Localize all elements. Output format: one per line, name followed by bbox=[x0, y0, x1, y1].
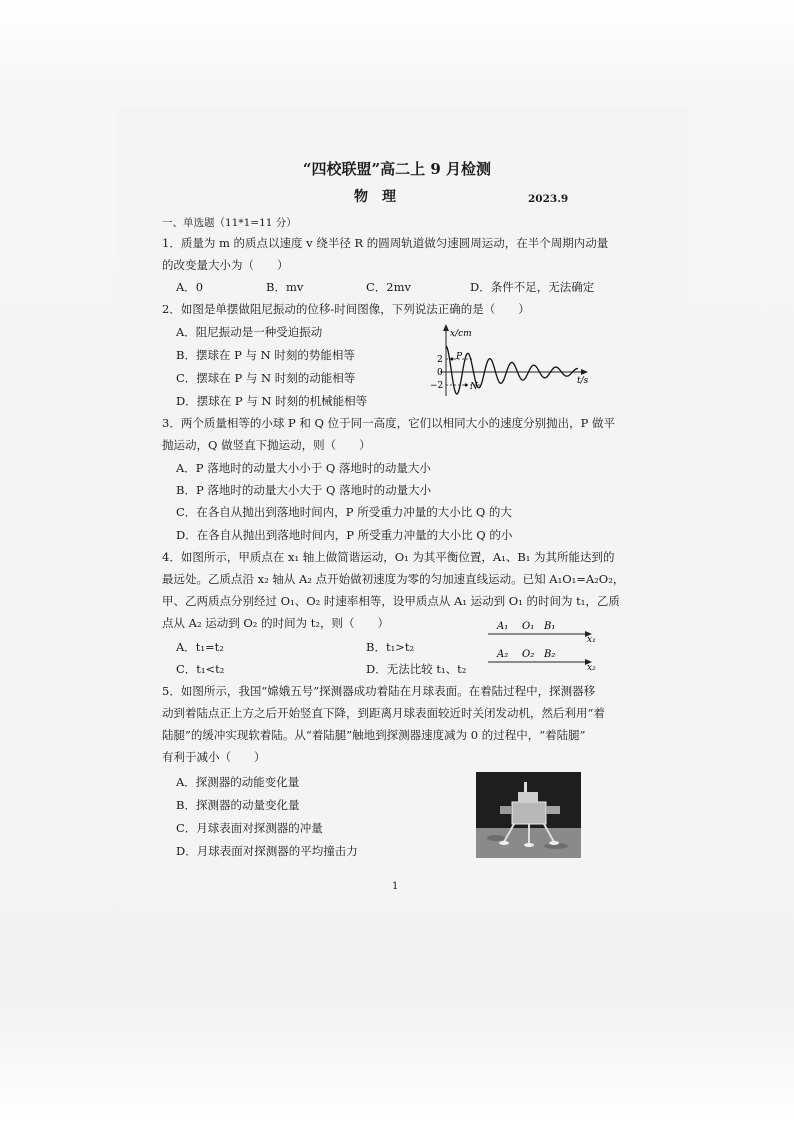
graph-tick-neg: −2 bbox=[430, 381, 444, 391]
question-4-option-b: B．t₁>t₂ bbox=[366, 640, 415, 654]
axis1-label-x: x₁ bbox=[587, 635, 596, 645]
question-5-line-1: 5．如图所示，我国“嫦娥五号”探测器成功着陆在月球表面。在着陆过程中，探测器移 bbox=[162, 684, 596, 698]
question-2-option-d: D．摆球在 P 与 N 时刻的机械能相等 bbox=[176, 394, 368, 408]
question-4-option-c: C．t₁<t₂ bbox=[176, 662, 225, 676]
question-3-line-1: 3．两个质量相等的小球 P 和 Q 位于同一高度，它们以相同大小的速度分别抛出，P 做平 bbox=[162, 416, 615, 430]
graph-label-p: P bbox=[456, 352, 463, 362]
question-3-option-c: C．在各自从抛出到落地时间内，P 所受重力冲量的大小比 Q 的大 bbox=[176, 505, 512, 519]
question-2-option-a: A．阻尼振动是一种受迫振动 bbox=[176, 325, 323, 339]
point-p bbox=[451, 358, 454, 361]
graph-label-n: N bbox=[470, 382, 478, 392]
axis2-label-o: O₂ bbox=[522, 649, 535, 660]
question-3-option-d: D．在各自从抛出到落地时间内，P 所受重力冲量的大小比 Q 的小 bbox=[176, 528, 513, 542]
question-5-line-3: 陆腿”的缓冲实现软着陆。从“着陆腿”触地到探测器速度减为 0 的过程中，“着陆腿” bbox=[162, 728, 586, 742]
question-5-option-d: D．月球表面对探测器的平均撞击力 bbox=[176, 844, 358, 858]
question-3-option-b: B．P 落地时的动量大小大于 Q 落地时的动量大小 bbox=[176, 483, 432, 497]
graph-xlabel: t/s bbox=[577, 376, 589, 386]
question-3-line-2: 抛运动，Q 做竖直下抛运动，则（ ） bbox=[162, 438, 371, 452]
axis1-label-a: A₁ bbox=[497, 621, 509, 632]
question-1-option-a: A．0 bbox=[176, 280, 204, 294]
graph-y-arrow bbox=[443, 324, 449, 331]
exam-title: “四校联盟”高二上 9 月检测 bbox=[302, 160, 492, 178]
lander-illustration bbox=[476, 772, 581, 858]
motion-axes-diagram bbox=[484, 616, 600, 672]
question-1-option-d: D．条件不足，无法确定 bbox=[470, 280, 595, 294]
axis2-label-a: A₂ bbox=[497, 649, 509, 660]
question-5-option-c: C．月球表面对探测器的冲量 bbox=[176, 821, 323, 835]
graph-t-arrow bbox=[581, 369, 588, 375]
question-4-option-d: D．无法比较 t₁、t₂ bbox=[366, 662, 467, 676]
damped-curve bbox=[446, 346, 578, 394]
question-4-line-3: 甲、乙两质点分别经过 O₁、O₂ 时速率相等，设甲质点从 A₁ 运动到 O₁ 的时间为 t₁，乙质 bbox=[162, 594, 620, 608]
subject-title: 物 理 bbox=[354, 189, 396, 205]
question-3-option-a: A．P 落地时的动量大小小于 Q 落地时的动量大小 bbox=[176, 461, 431, 475]
exam-date: 2023.9 bbox=[528, 193, 569, 205]
question-5-line-2: 动到着陆点正上方之后开始竖直下降，到距离月球表面较近时关闭发动机，然后利用“着 bbox=[162, 706, 605, 720]
question-2-option-b: B．摆球在 P 与 N 时刻的势能相等 bbox=[176, 348, 355, 362]
damped-oscillation-graph bbox=[426, 322, 602, 398]
question-4-option-a: A．t₁=t₂ bbox=[176, 640, 224, 654]
point-n bbox=[465, 384, 468, 387]
question-5-option-a: A．探测器的动能变化量 bbox=[176, 775, 300, 789]
question-5-option-b: B．探测器的动量变化量 bbox=[176, 798, 300, 812]
axis1-label-b: B₁ bbox=[544, 621, 556, 632]
question-1-line-1: 1．质量为 m 的质点以速度 v 绕半径 R 的圆周轨道做匀速圆周运动，在半个周期内动量 bbox=[162, 236, 609, 250]
question-1-option-b: B．mv bbox=[266, 280, 304, 294]
lunar-lander-photo bbox=[476, 772, 581, 858]
graph-tick-pos: 2 bbox=[437, 355, 443, 365]
question-4-line-4: 点从 A₂ 运动到 O₂ 的时间为 t₂，则（ ） bbox=[162, 616, 389, 630]
question-4-line-1: 4．如图所示，甲质点在 x₁ 轴上做简谐运动，O₁ 为其平衡位置，A₁、B₁ 为其所能达到的 bbox=[162, 550, 615, 564]
section-heading: 一、单选题（11*1=11 分） bbox=[162, 217, 297, 229]
question-5-line-4: 有利于减小（ ） bbox=[162, 750, 266, 764]
question-4-line-2: 最远处。乙质点沿 x₂ 轴从 A₂ 点开始做初速度为零的匀加速直线运动。已知 A₁O₁=A₂O₂， bbox=[162, 572, 625, 586]
graph-ylabel: x/cm bbox=[450, 329, 472, 339]
page-number: 1 bbox=[392, 881, 399, 892]
axis2-label-b: B₂ bbox=[544, 649, 556, 660]
graph-tick-zero: 0 bbox=[437, 368, 443, 378]
axis1-label-o: O₁ bbox=[522, 621, 535, 632]
question-1-line-2: 的改变量大小为（ ） bbox=[162, 258, 289, 272]
question-2-option-c: C．摆球在 P 与 N 时刻的动能相等 bbox=[176, 371, 356, 385]
axis2-label-x: x₂ bbox=[587, 663, 596, 672]
question-1-option-c: C．2mv bbox=[366, 280, 412, 294]
question-2-line-1: 2．如图是单摆做阻尼振动的位移-时间图像，下列说法正确的是（ ） bbox=[162, 302, 530, 316]
